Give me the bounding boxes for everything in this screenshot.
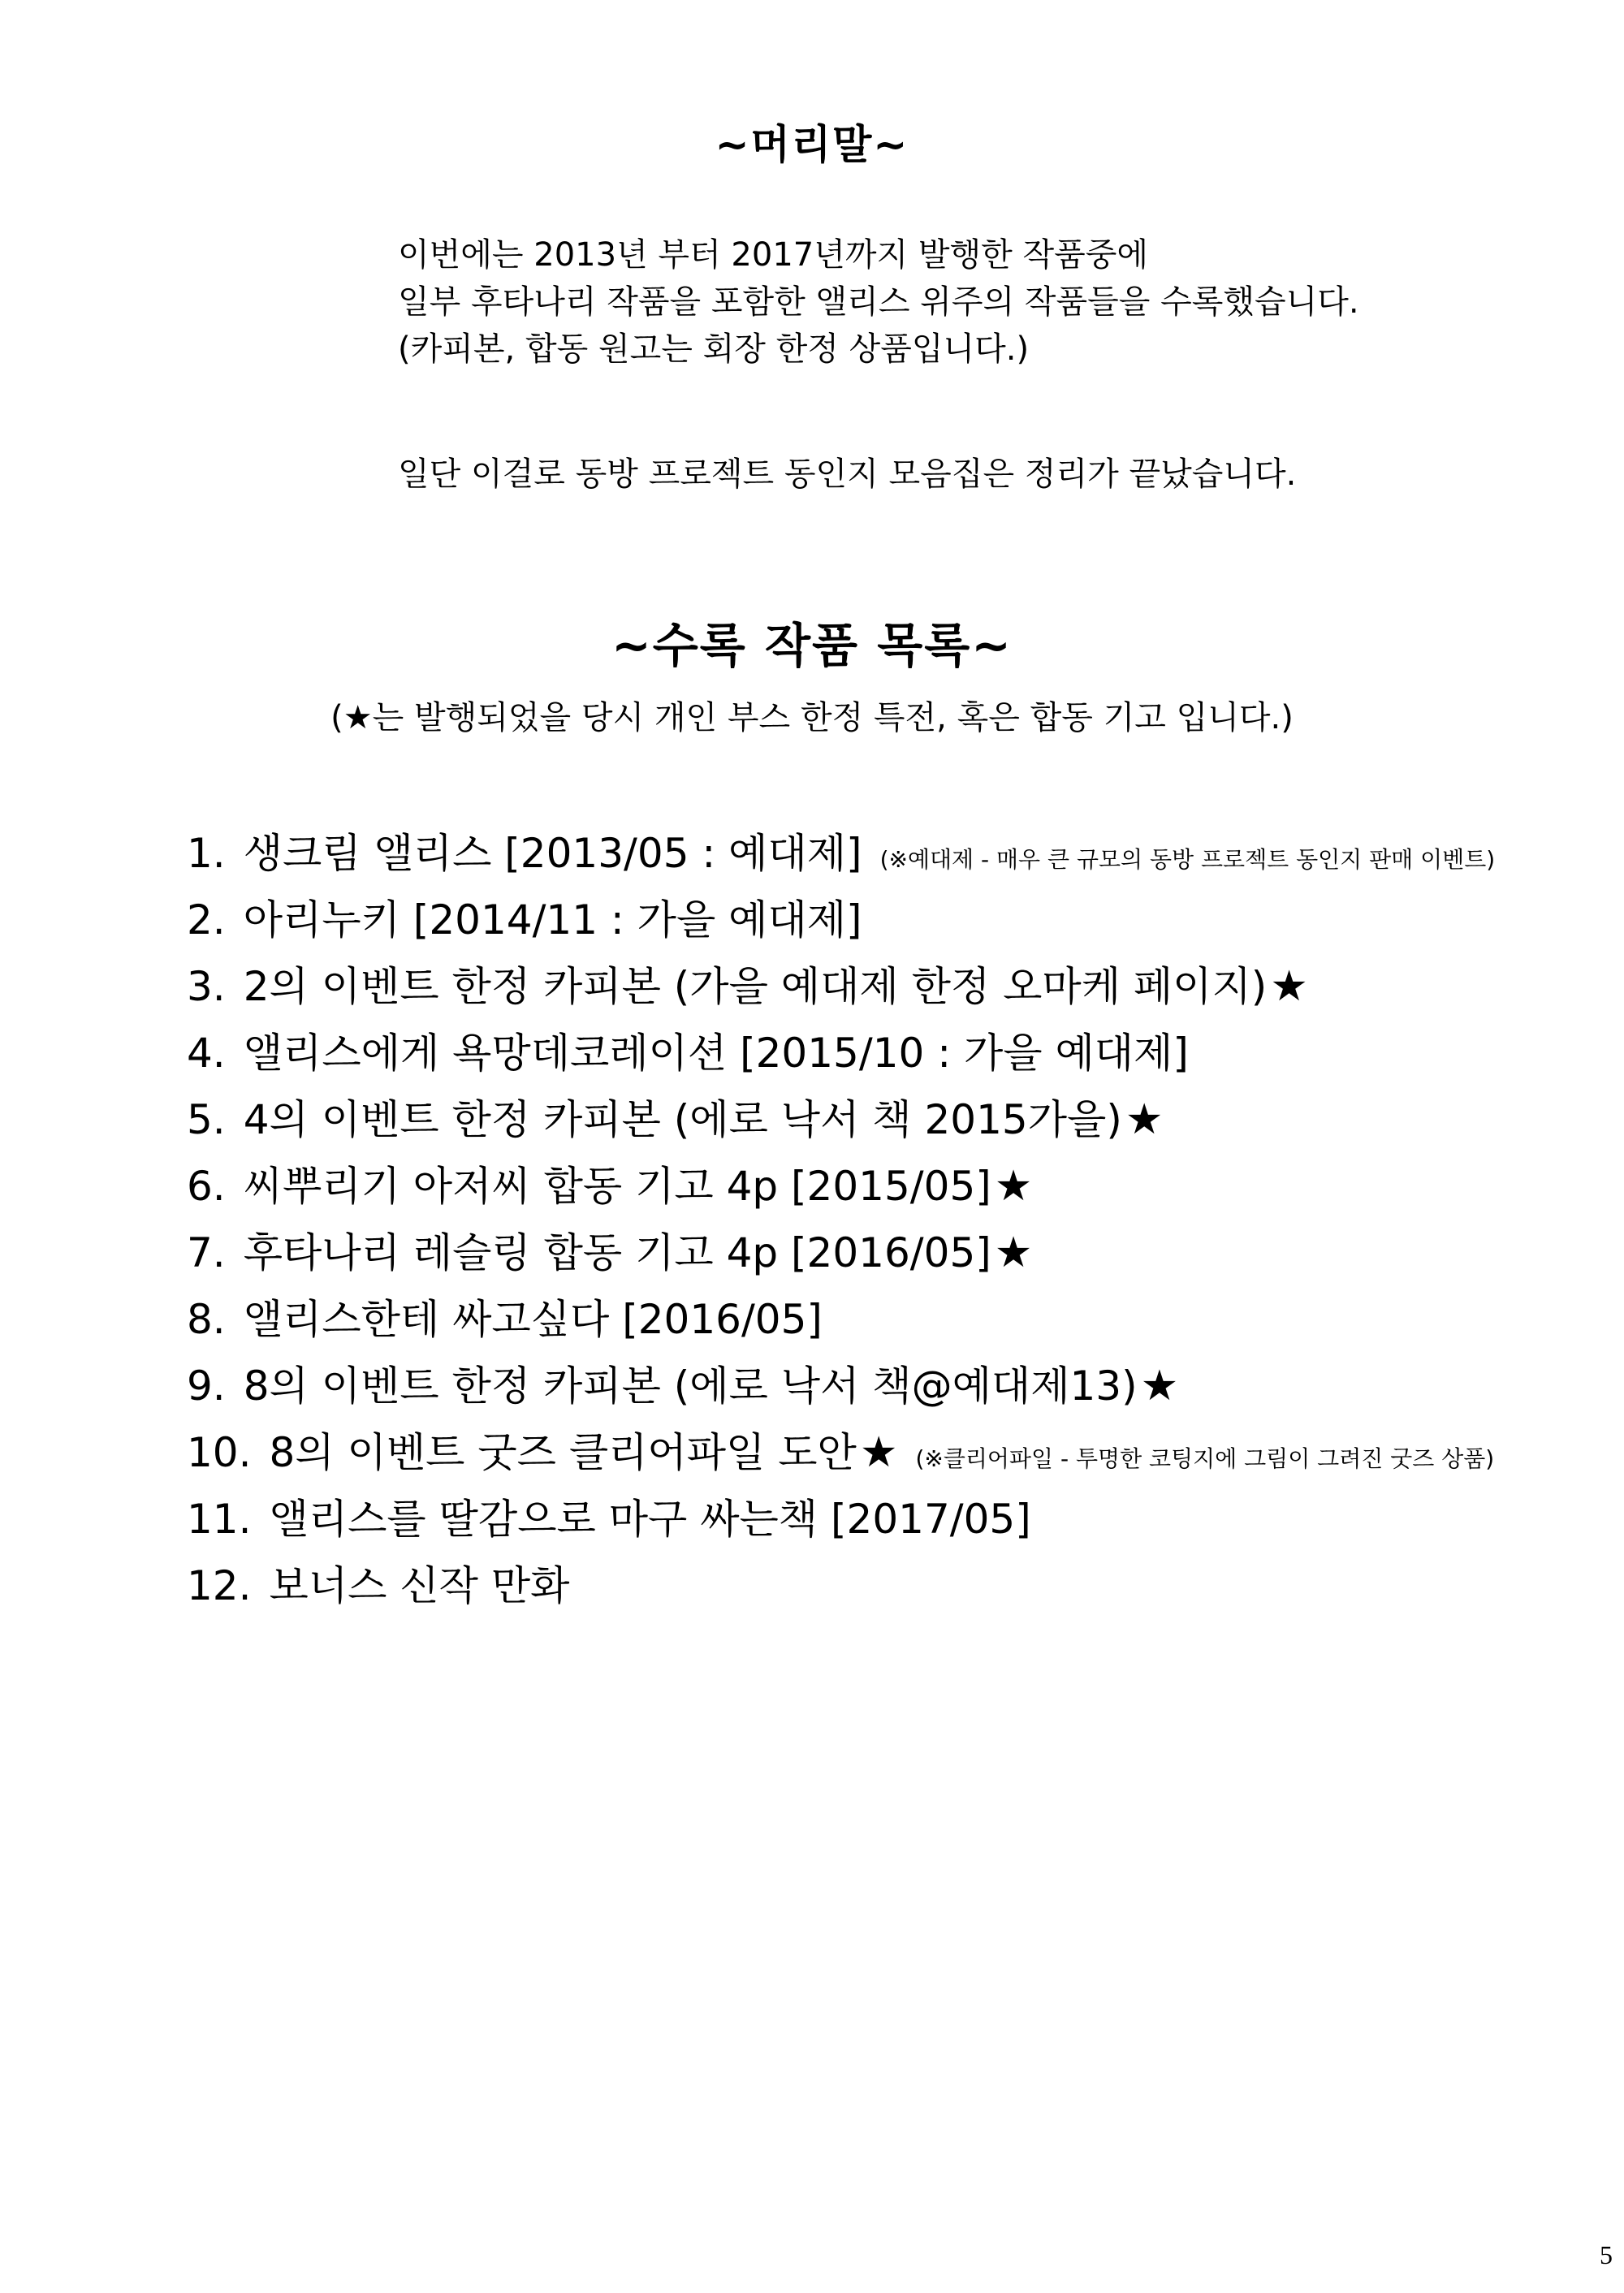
intro-closing: 일단 이걸로 동방 프로젝트 동인지 모음집은 정리가 끝났습니다.: [398, 456, 1297, 493]
item-title: 아리누키 [2014/11 : 가을 예대제]: [243, 896, 862, 944]
item-title: 씨뿌리기 아저씨 합동 기고 4p [2015/05]: [243, 1163, 991, 1210]
item-note: (※클리어파일 - 투명한 코팅지에 그림이 그려진 굿즈 상품): [915, 1445, 1495, 1472]
item-title: 2의 이벤트 한정 카피본 (가을 예대제 한정 오마케 페이지): [243, 963, 1268, 1010]
list-item: [187, 1486, 1600, 1552]
list-item: [187, 1220, 1600, 1286]
item-title: 앨리스한테 싸고싶다 [2016/05]: [243, 1296, 823, 1343]
item-number: 11.: [187, 1496, 252, 1543]
list-item: [187, 1020, 1600, 1086]
star-icon: ★: [859, 1428, 898, 1477]
list-item: [187, 1419, 1600, 1486]
list-item: [187, 1086, 1600, 1153]
item-title: 보너스 신작 만화: [269, 1562, 570, 1609]
list-item: [187, 1286, 1600, 1353]
item-title: 생크림 앨리스 [2013/05 : 예대제]: [243, 830, 862, 877]
item-number: 1.: [187, 830, 226, 877]
works-list-notice: [0, 692, 1624, 738]
item-title: 8의 이벤트 굿즈 클리어파일 도안: [269, 1429, 857, 1476]
star-icon: ★: [343, 699, 373, 736]
intro-heading: ~머리말~: [715, 121, 909, 168]
star-icon: ★: [994, 1162, 1033, 1211]
list-item: [187, 1353, 1600, 1419]
intro-line: 일부 후타나리 작품을 포함한 앨리스 위주의 작품들을 수록했습니다.: [398, 283, 1359, 321]
star-icon: ★: [1125, 1095, 1164, 1144]
item-number: 10.: [187, 1429, 252, 1476]
notice-paren: (: [330, 699, 343, 736]
item-title: 8의 이벤트 한정 카피본 (에로 낙서 책@예대제13): [243, 1362, 1138, 1410]
star-icon: ★: [1270, 962, 1308, 1011]
list-item: [187, 1153, 1600, 1220]
item-number: 12.: [187, 1562, 252, 1609]
item-number: 2.: [187, 896, 226, 944]
star-icon: ★: [994, 1229, 1033, 1277]
list-item: [187, 953, 1600, 1020]
item-title: 4의 이벤트 한정 카피본 (에로 낙서 책 2015가을): [243, 1096, 1122, 1143]
item-title: 후타나리 레슬링 합동 기고 4p [2016/05]: [243, 1229, 991, 1276]
star-icon: ★: [1140, 1362, 1179, 1410]
item-note: (※예대제 - 매우 큰 규모의 동방 프로젝트 동인지 판매 이벤트): [879, 846, 1496, 873]
intro-line: (카피본, 합동 원고는 회장 한정 상품입니다.): [398, 330, 1030, 368]
item-number: 4.: [187, 1030, 226, 1077]
item-number: 3.: [187, 963, 226, 1010]
paragraph-gap: [398, 373, 1535, 451]
item-number: 9.: [187, 1362, 226, 1410]
notice-text: 는 발행되었을 당시 개인 부스 한정 특전, 혹은 합동 기고 입니다.): [372, 699, 1294, 736]
item-title: 앨리스를 딸감으로 마구 싸는책 [2017/05]: [269, 1496, 1031, 1543]
item-title: 앨리스에게 욕망데코레이션 [2015/10 : 가을 예대제]: [243, 1030, 1189, 1077]
intro-section: [398, 231, 1535, 498]
item-number: 7.: [187, 1229, 226, 1276]
works-list: [187, 820, 1600, 1619]
item-number: 5.: [187, 1096, 226, 1143]
item-number: 6.: [187, 1163, 226, 1210]
list-item: [187, 887, 1600, 953]
list-item: [187, 820, 1600, 887]
list-item: [187, 1552, 1600, 1619]
intro-line: 이번에는 2013년 부터 2017년까지 발행한 작품중에: [398, 236, 1149, 274]
page-number: 5: [1600, 2240, 1613, 2269]
works-list-heading: ~수록 작품 목록~: [611, 618, 1013, 673]
item-number: 8.: [187, 1296, 226, 1343]
